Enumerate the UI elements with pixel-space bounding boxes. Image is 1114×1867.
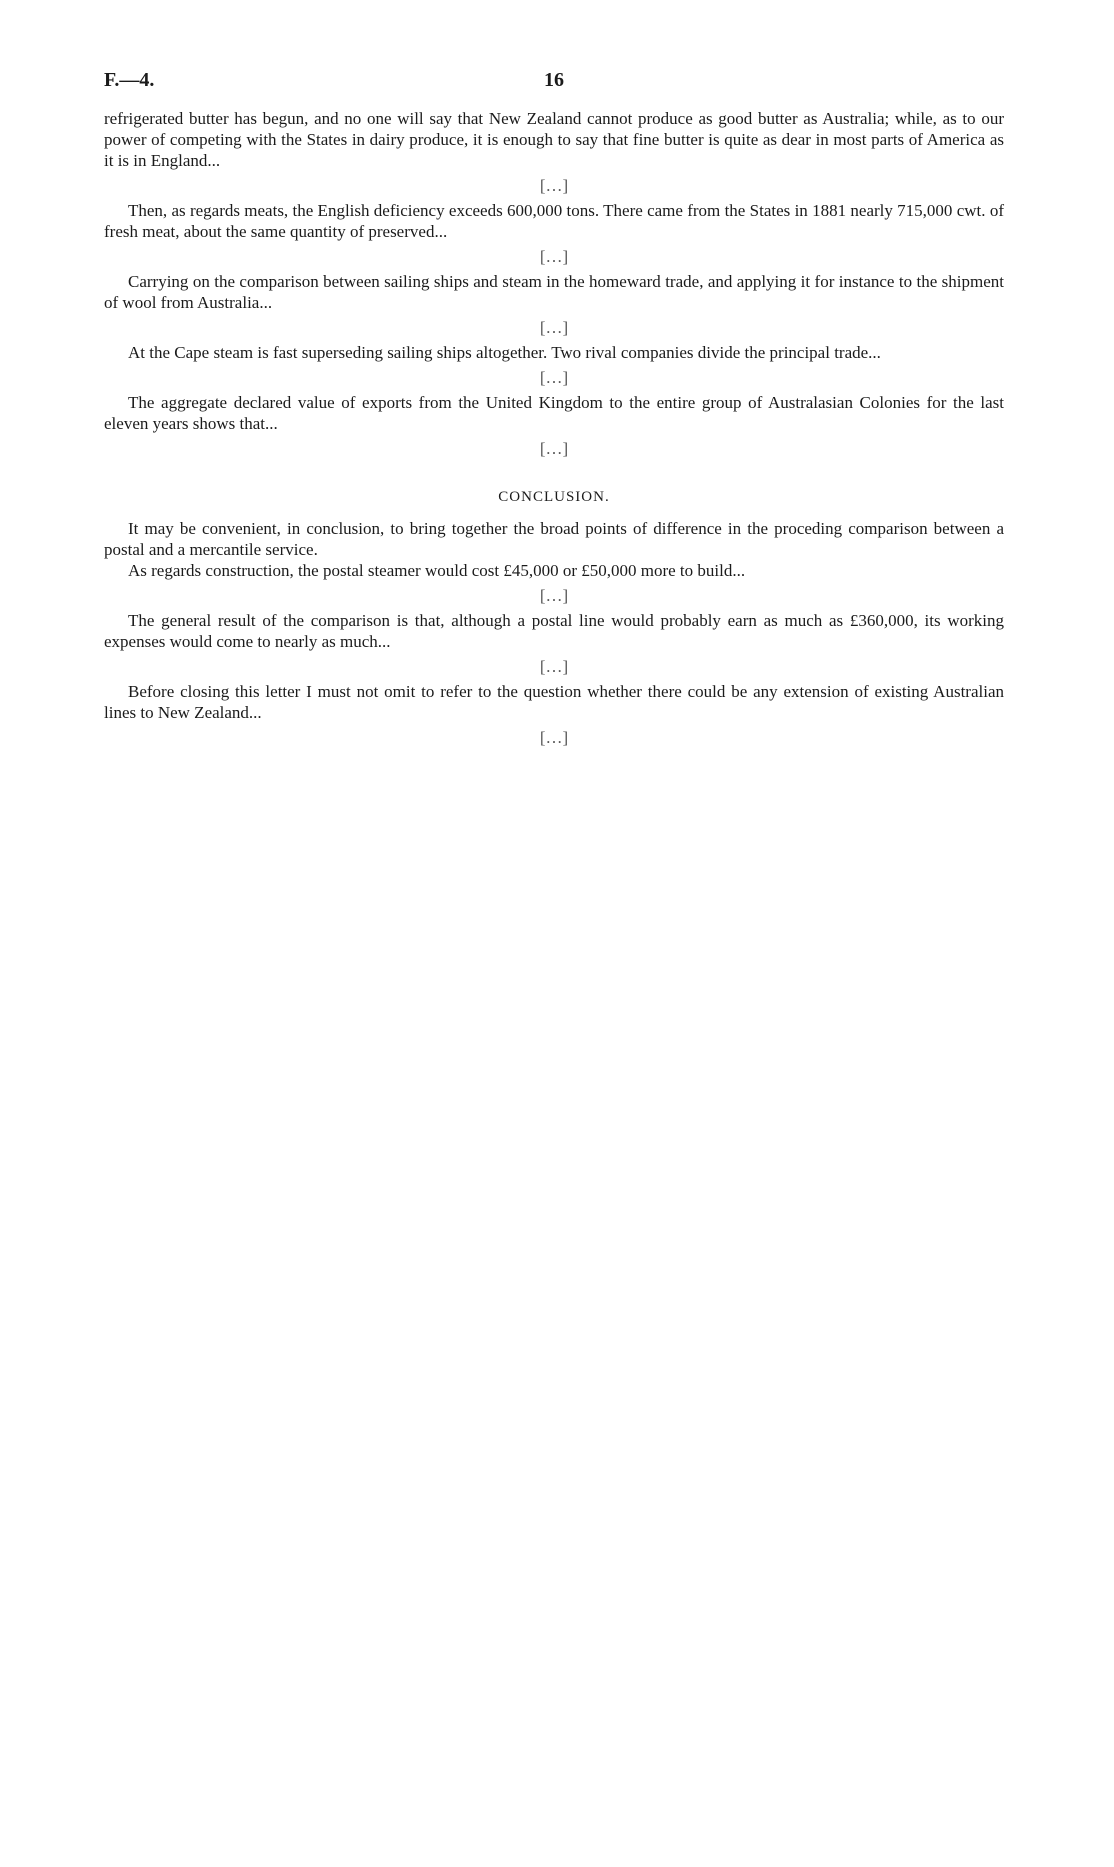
omission-marker: […] bbox=[539, 318, 569, 337]
omission-marker: […] bbox=[539, 439, 569, 458]
conclusion-excerpt: The general result of the comparison is that, although a postal line would probably earn as much as £360,000, its working expenses would come to nearly as much... bbox=[104, 611, 1004, 651]
omission-marker: […] bbox=[539, 247, 569, 266]
conclusion-excerpt: It may be convenient, in conclusion, to bring together the broad points of difference in the proceding comparison between a postal and a mercantile service. bbox=[104, 519, 1004, 559]
body-excerpt: Then, as regards meats, the English deficiency exceeds 600,000 tons. There came from the States in 1881 nearly 715,000 cwt. of fresh meat, about the same quantity of preserved... bbox=[104, 201, 1004, 241]
running-head bbox=[104, 70, 1004, 108]
conclusion-excerpt: As regards construction, the postal steamer would cost £45,000 or £50,000 more to build... bbox=[128, 561, 746, 580]
body-excerpt: At the Cape steam is fast superseding sailing ships altogether. Two rival companies divide the principal trade... bbox=[128, 343, 881, 362]
omission-marker: […] bbox=[539, 586, 569, 605]
sheet-reference: F.—4. bbox=[104, 69, 155, 91]
omission-marker: […] bbox=[539, 728, 569, 747]
document-page bbox=[104, 70, 1004, 752]
omission-marker: […] bbox=[539, 657, 569, 676]
section-heading: CONCLUSION. bbox=[498, 489, 610, 505]
conclusion-excerpt: Before closing this letter I must not omit to refer to the question whether there could be any extension of existing Australian lines to New Zealand... bbox=[104, 682, 1004, 722]
body-excerpt: Carrying on the comparison between sailing ships and steam in the homeward trade, and applying it for instance to the shipment of wool from Australia... bbox=[104, 272, 1004, 312]
body-excerpt: refrigerated butter has begun, and no one will say that New Zealand cannot produce as good butter as Australia; while, as to our power of competing with the States in dairy produce, it is enough to say that fine butter is quite as dear in most parts of America as it is in England... bbox=[104, 109, 1004, 170]
body-excerpt: The aggregate declared value of exports from the United Kingdom to the entire group of Australasian Colonies for the last eleven years shows that... bbox=[104, 393, 1004, 433]
omission-marker: […] bbox=[539, 176, 569, 195]
omission-marker: […] bbox=[539, 368, 569, 387]
page-number: 16 bbox=[544, 69, 564, 91]
